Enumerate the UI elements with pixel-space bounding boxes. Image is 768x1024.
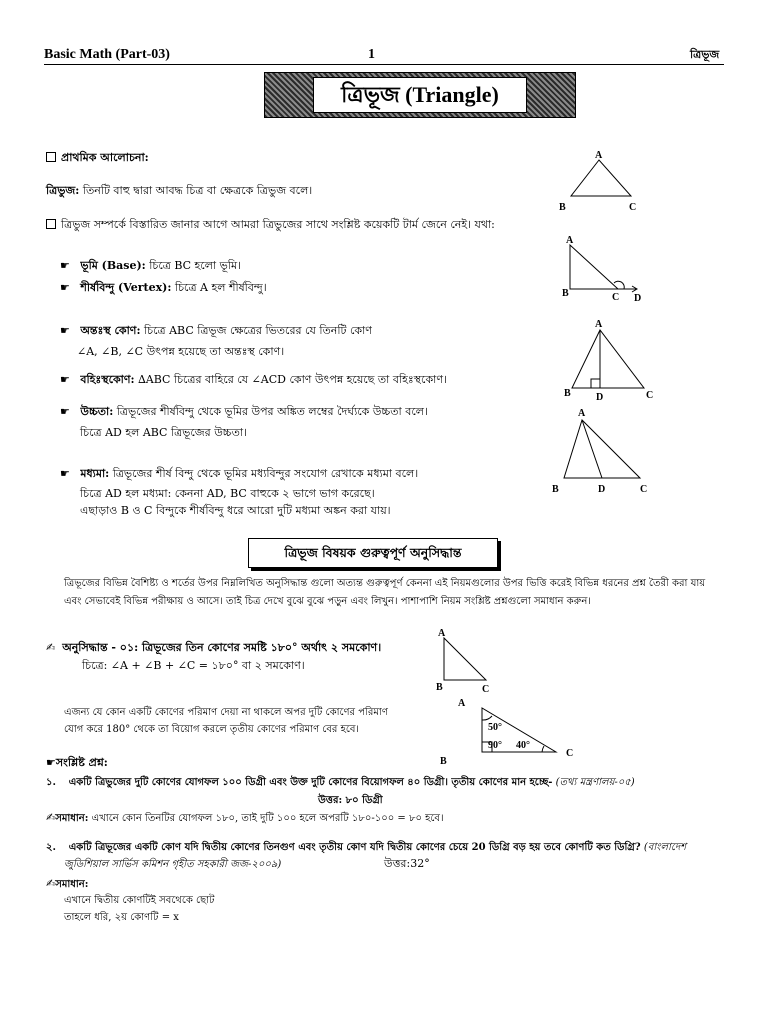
- solution-label: সমাধান:: [55, 813, 89, 824]
- pointing-hand-icon: ☛: [60, 281, 70, 294]
- solution-line-2: তাহলে ধরি, ২য় কোণটি = x: [64, 912, 179, 923]
- label-A: A: [578, 408, 586, 419]
- label-C: C: [566, 748, 574, 759]
- exterior-label: বহিঃস্থকোণ:: [80, 373, 135, 386]
- question-1: [46, 776, 635, 789]
- writing-hand-icon: ✍: [46, 811, 56, 824]
- theorem-1-note-1: এজন্য যে কোন একটি কোণের পরিমাণ দেয়া না থাকলে অপর দুটি কোণের পরিমাণ: [64, 707, 388, 718]
- question-2-text: একটি ত্রিভূজের একটি কোণ যদি দ্বিতীয় কোণের তিনগুণ এবং তৃতীয় কোণ যদি দ্বিতীয় কোণের চেয়ে 20 ডিগ্রি বড় হয় তবে কোণটি কত ডিগ্রি?: [68, 842, 641, 853]
- right-triangle-figure: [432, 626, 502, 698]
- median-text-3: এছাড়াও B ও C বিন্দুকে শীর্ষবিন্দু ধরে আরো দুটি মধ্যমা অঙ্কন করা যায়।: [80, 504, 391, 517]
- definition-label: ত্রিভুজ:: [46, 184, 80, 197]
- label-A: A: [458, 698, 466, 709]
- theorem-1-note-2: যোগ করে 180° থেকে তা বিয়োগ করলে তৃতীয় কোণের পরিমাণ বের হবে।: [64, 724, 360, 735]
- terms-intro-text: ত্রিভুজ সম্পর্কে বিস্তারিত জানার আগে আমরা ত্রিভুজের সাথে সংশ্লিষ্ট কয়েকটি টার্ম জেনে নেই। যথা:: [61, 218, 495, 231]
- height-text: ত্রিভূজের শীর্ষবিন্দু থেকে ভূমির উপর অঙ্কিত লম্বের দৈর্ঘ্যকে উচ্চতা বলে।: [113, 405, 428, 418]
- definition-text: তিনটি বাহু দ্বারা আবদ্ধ চিত্র বা ক্ষেত্রকে ত্রিভুজ বলে।: [79, 184, 313, 197]
- page-title: ত্রিভূজ (Triangle): [313, 77, 527, 113]
- header-title: Basic Math (Part-03): [44, 47, 170, 62]
- theorem-1-text: ত্রিভূজের তিন কোণের সমষ্টি ১৮০° অর্থাৎ ২ সমকোণ।: [138, 641, 382, 654]
- triangle-figure-height: [560, 316, 660, 404]
- label-D: D: [596, 392, 604, 403]
- interior-text: চিত্রে ABC ত্রিভূজ ক্ষেত্রের ভিতরের যে তিনটি কোণ: [140, 324, 372, 337]
- triangle-figure-median: [548, 406, 658, 496]
- writing-hand-icon: ✍: [46, 877, 56, 890]
- question-2-number: ২.: [46, 842, 56, 853]
- label-A: A: [595, 319, 603, 330]
- terms-intro: [46, 218, 495, 232]
- intro-heading: [46, 151, 149, 165]
- label-B: B: [562, 288, 569, 299]
- theorem-1-label: অনুসিদ্ধান্ত - ০১:: [62, 641, 139, 654]
- base-text: চিত্রে BC হলো ভূমি।: [145, 259, 241, 272]
- term-exterior: [60, 373, 447, 387]
- exterior-text: ∆ABC চিত্রের বাহিরে যে ∠ACD কোণ উৎপন্ন হয়েছে তা বহিঃস্থকোণ।: [134, 373, 447, 386]
- solution-text: এখানে কোন তিনটির যোগফল ১৮০, তাই দুটি ১০০ হলে অপরটি ১৮০-১০০ = ৮০ হবে।: [88, 813, 444, 824]
- theorem-1: [46, 641, 381, 655]
- median-text-2: চিত্রে AD হল মধ্যমা: কেননা AD, BC বাহুকে ২ ভাগে ভাগ করেছে।: [80, 487, 375, 500]
- header-topic: ত্রিভূজ: [690, 48, 720, 61]
- section-paragraph-2: এবং সেভাবেই বিভিন্ন পরীক্ষায় ও আসে। তাই চিত্র দেখে বুঝে বুঝে পড়ুন এবং লিখুন। পাশাপাশি নিয়ম সংশ্লিষ্ট প্রশ্নগুলো সমাধান করুন।: [64, 596, 591, 607]
- label-D: D: [598, 484, 606, 495]
- triangle-definition: [46, 184, 312, 198]
- checkbox-square-icon: [46, 219, 56, 229]
- question-1-number: ১.: [46, 777, 56, 788]
- height-label: উচ্চতা:: [80, 405, 114, 418]
- related-questions-heading: [46, 756, 108, 770]
- label-C: C: [482, 684, 490, 695]
- question-2: [46, 841, 686, 854]
- section-heading-box: ত্রিভূজ বিষয়ক গুরুত্বপূর্ণ অনুসিদ্ধান্ত: [248, 538, 498, 568]
- question-1-solution: [46, 811, 444, 825]
- section-paragraph-1: ত্রিভূজের বিভিন্ন বৈশিষ্ট্য ও শর্তের উপর নিম্নলিখিত অনুসিদ্ধান্ত গুলো অত্যন্ত গুরুত্বপূর্ণ কেননা এই নিয়মগুলোর উপর ভিত্তি করেই বিভিন্ন ধরনের প্রশ্ন তৈরী করা যায়: [64, 578, 706, 589]
- question-2-source-2: জুডিশিয়াল সার্ভিস কমিশন গৃহীত সহকারী জজ-২০০৯): [64, 859, 282, 870]
- label-B: B: [559, 202, 566, 213]
- angle-40-label: 40°: [516, 740, 530, 751]
- related-heading-text: সংশ্লিষ্ট প্রশ্ন:: [55, 756, 108, 769]
- term-median: [60, 467, 418, 481]
- label-D: D: [634, 293, 642, 304]
- label-C: C: [612, 292, 620, 303]
- pointing-hand-icon: ☛: [46, 756, 56, 769]
- question-1-text: একটি ত্রিভুজের দুটি কোণের যোগফল ১০০ ডিগ্রী এবং উক্ত দুটি কোণের বিয়োগফল ৪০ ডিগ্রী। তৃতীয় কোণের মান হচ্ছে-: [68, 777, 553, 788]
- interior-text-2: ∠A, ∠B, ∠C উৎপন্ন হয়েছে তা অন্তঃস্থ কোণ।: [77, 345, 285, 358]
- base-label: ভূমি (Base):: [80, 259, 146, 272]
- interior-label: অন্তঃস্থ কোণ:: [80, 324, 141, 337]
- header-rule: [44, 64, 724, 65]
- question-1-answer: উত্তর: ৮০ ডিগ্রী: [318, 795, 383, 806]
- theorem-1-figure-line: চিত্রে: ∠A + ∠B + ∠C = ১৮০° বা ২ সমকোণ।: [82, 659, 305, 672]
- label-B: B: [436, 682, 443, 693]
- page-number: 1: [368, 47, 375, 62]
- label-A: A: [566, 235, 574, 246]
- checkbox-square-icon: [46, 152, 56, 162]
- label-A: A: [595, 150, 603, 161]
- angle-90-label: 90°: [488, 740, 502, 751]
- term-interior: [60, 324, 372, 338]
- question-2-answer: উত্তর:32°: [384, 857, 430, 870]
- pen-hand-icon: ✍: [46, 641, 56, 654]
- height-text-2: চিত্রে AD হল ABC ত্রিভূজের উচ্চতা।: [80, 426, 247, 439]
- label-A: A: [438, 628, 446, 639]
- question-1-source: (তথ্য মন্ত্রণালয়-০৫): [555, 777, 635, 788]
- angle-triangle-figure: [438, 694, 578, 768]
- median-text: ত্রিভূজের শীর্ষ বিন্দু থেকে ভূমির মধ্যবিন্দুর সংযোগ রেখাকে মধ্যমা বলে।: [109, 467, 419, 480]
- term-height: [60, 405, 428, 419]
- label-C: C: [629, 202, 637, 213]
- pointing-hand-icon: ☛: [60, 467, 70, 480]
- vertex-text: চিত্রে A হল শীর্ষবিন্দু।: [171, 281, 267, 294]
- median-label: মধ্যমা:: [80, 467, 110, 480]
- question-2-solution: [46, 877, 88, 891]
- triangle-figure-basic: [555, 148, 645, 214]
- angle-50-label: 50°: [488, 722, 502, 733]
- intro-heading-text: প্রাথমিক আলোচনা:: [61, 151, 149, 164]
- pointing-hand-icon: ☛: [60, 259, 70, 272]
- label-C: C: [646, 390, 654, 401]
- pointing-hand-icon: ☛: [60, 324, 70, 337]
- question-2-source: (বাংলাদেশ: [643, 842, 687, 853]
- label-B: B: [564, 388, 571, 399]
- solution-line-1: এখানে দ্বিতীয় কোণটিই সবথেকে ছোট: [64, 895, 215, 906]
- pointing-hand-icon: ☛: [60, 405, 70, 418]
- label-C: C: [640, 484, 648, 495]
- title-banner: [264, 72, 576, 118]
- term-base: [60, 259, 241, 273]
- vertex-label: শীর্ষবিন্দু (Vertex):: [80, 281, 172, 294]
- term-vertex: [60, 281, 267, 295]
- triangle-figure-exterior-angle: [558, 233, 653, 305]
- solution-label: সমাধান:: [55, 879, 89, 890]
- label-B: B: [552, 484, 559, 495]
- label-B: B: [440, 756, 447, 767]
- pointing-hand-icon: ☛: [60, 373, 70, 386]
